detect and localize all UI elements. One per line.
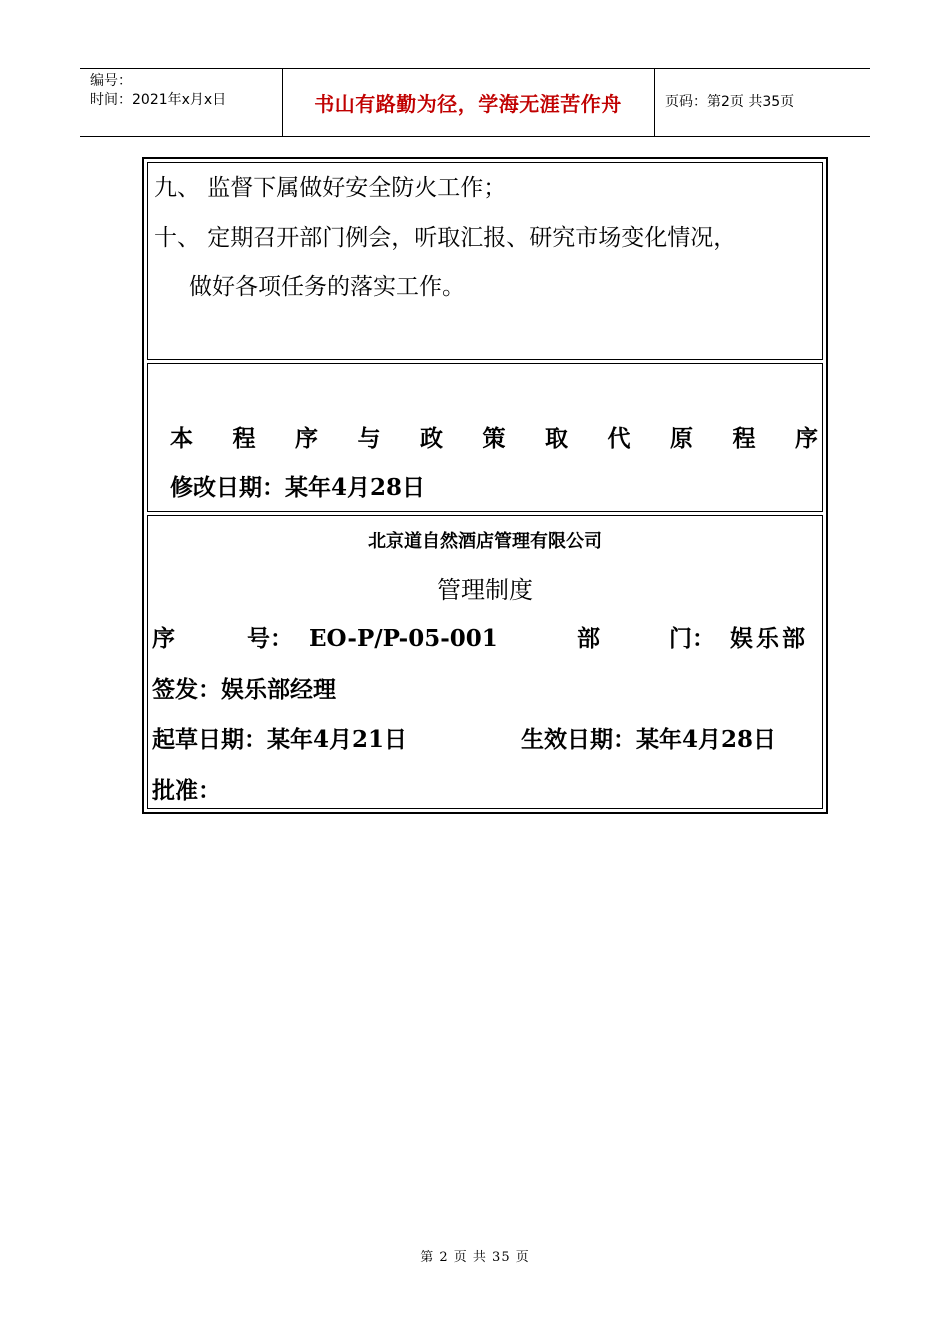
sequence-label-b: 号： — [247, 625, 293, 652]
header-bottom-rule — [80, 136, 870, 137]
duty-item-10-line1: 十、 定期召开部门例会，听取汇报、研究市场变化情况， — [154, 225, 737, 251]
draft-date: 起草日期：某年4月21日 — [152, 726, 408, 753]
department-value: 娱乐部 — [730, 625, 808, 652]
section-divider-1 — [147, 359, 823, 364]
header-doc-info — [80, 69, 283, 136]
notice-char: 原 — [670, 425, 693, 452]
doc-number-label: 编号： — [90, 73, 132, 89]
notice-char: 与 — [357, 425, 381, 452]
section-divider-2 — [147, 511, 823, 516]
issuer: 签发：娱乐部经理 — [152, 676, 336, 703]
department-label-b: 门： — [669, 625, 715, 652]
notice-char: 取 — [545, 425, 568, 452]
notice-char: 程 — [732, 425, 756, 452]
notice-char: 代 — [607, 425, 631, 452]
notice-char: 序 — [795, 425, 818, 452]
revision-date: 修改日期：某年4月28日 — [170, 474, 426, 501]
notice-char: 策 — [482, 425, 506, 452]
duty-item-10-line2: 做好各项任务的落实工作。 — [189, 274, 465, 300]
approval: 批准： — [152, 777, 221, 804]
notice-char: 序 — [295, 425, 318, 452]
header-page-cell — [655, 69, 870, 136]
duty-item-9: 九、 监督下属做好安全防火工作； — [154, 175, 507, 201]
replacement-notice — [170, 424, 818, 454]
notice-char: 政 — [420, 425, 443, 452]
effective-date: 生效日期：某年4月28日 — [521, 726, 777, 753]
header-page-number: 页码：第2页 共35页 — [665, 94, 795, 110]
document-table — [142, 157, 828, 814]
policy-title: 管理制度 — [437, 576, 533, 604]
doc-time-label: 时间：2021年x月x日 — [90, 92, 227, 108]
header-motto-cell — [282, 69, 655, 136]
header-motto: 书山有路勤为径，学海无涯苦作舟 — [314, 92, 622, 116]
sequence-number: EO-P/P-05-001 — [309, 625, 498, 652]
page-footer: 第 2 页 共 35 页 — [420, 1250, 530, 1265]
notice-char: 程 — [232, 425, 256, 452]
sequence-label-a: 序 — [152, 625, 175, 652]
department-label-a: 部 — [577, 625, 600, 652]
notice-char: 本 — [170, 425, 193, 452]
company-name: 北京道自然酒店管理有限公司 — [368, 531, 602, 552]
